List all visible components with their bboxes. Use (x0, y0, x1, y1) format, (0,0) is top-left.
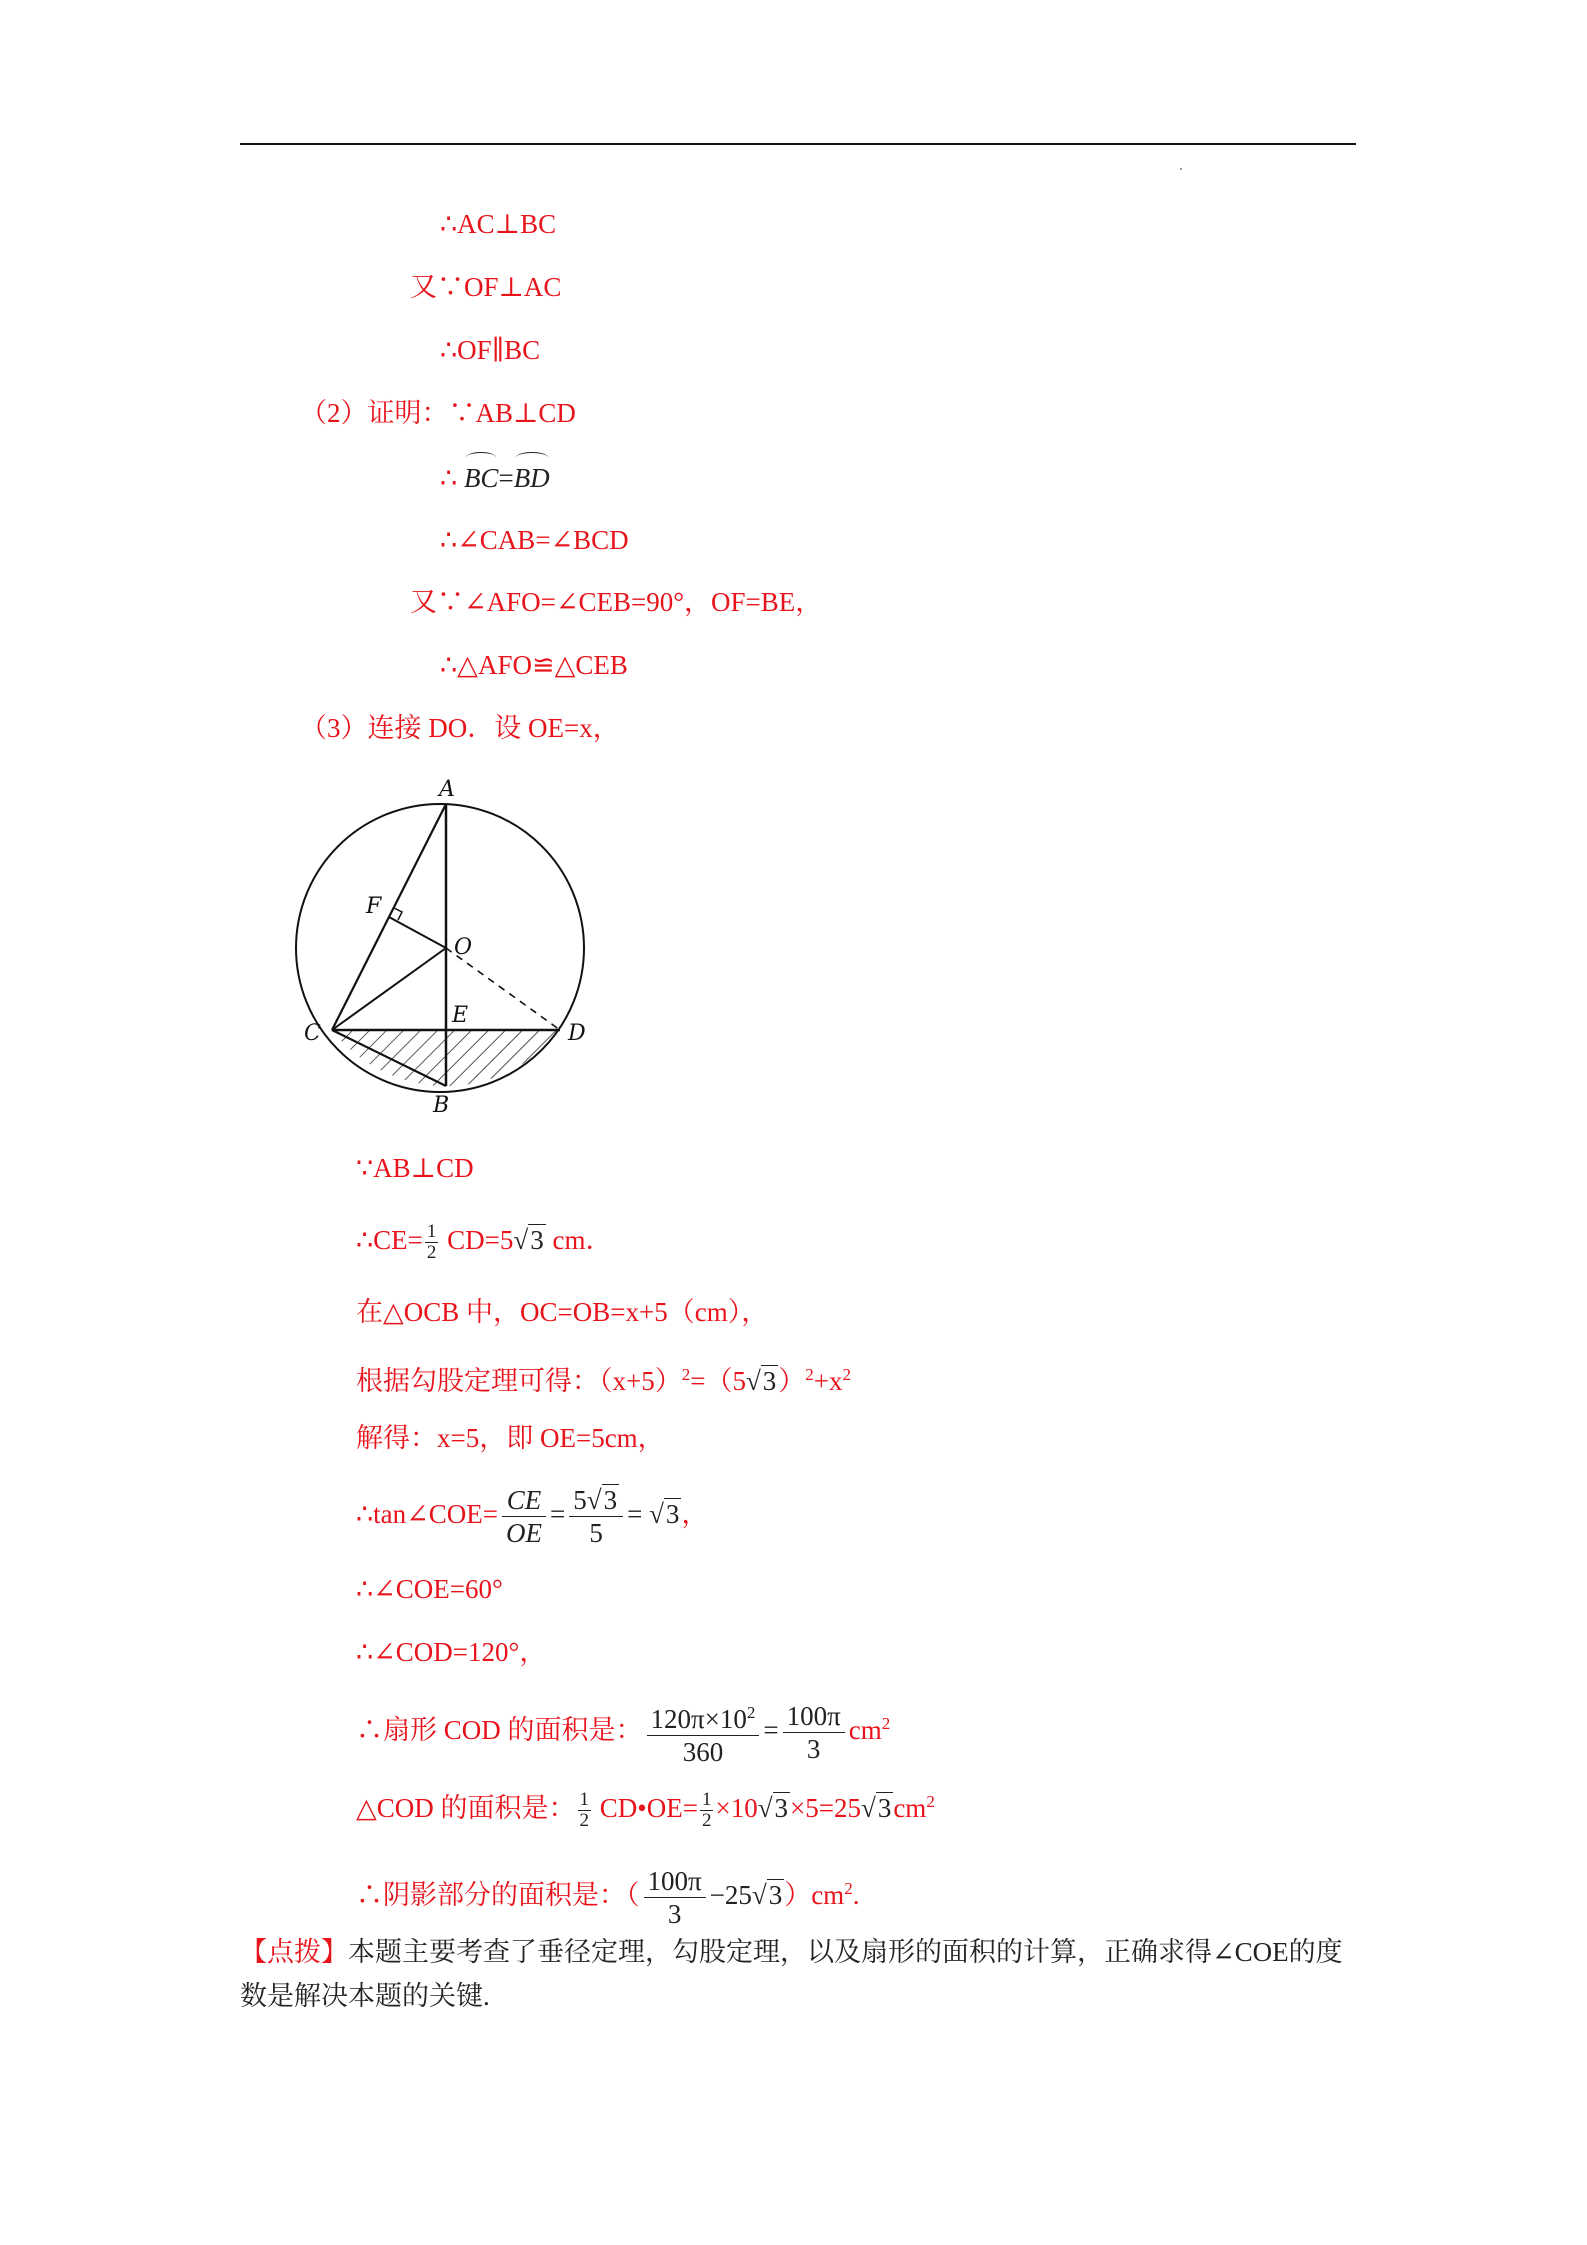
step-3: 在△OCB 中，OC=OB=x+5（cm）， (356, 1297, 769, 1327)
right-angle-mark (394, 908, 402, 920)
fraction-half: $\frac{1}{2}$ (579, 1789, 590, 1832)
fraction-half: $\frac{1}{2}$ (701, 1789, 712, 1832)
step-6: ∴tan∠COE= $\frac{CE}{OE}$ = $\frac{5√3}{5}$ = √3， (356, 1478, 708, 1550)
stray-mark (1180, 168, 1182, 170)
proof2-head: （2）证明：∵AB⊥CD (300, 398, 576, 428)
step-8: ∴∠COD=120°， (356, 1637, 547, 1667)
label-b: B (433, 1093, 450, 1118)
proof2-line4: 又∵∠AFO=∠CEB=90°，OF=BE， (410, 587, 823, 617)
sqrt-3: √3 (861, 1793, 892, 1823)
arc-bc: BC (464, 458, 499, 498)
proof2-line3: ∴∠CAB=∠BCD (440, 525, 629, 555)
header-rule (240, 143, 1356, 145)
label-a: A (439, 777, 455, 802)
sqrt-3: √3 (751, 1880, 783, 1910)
fraction-ce-oe: $\frac{CE}{OE}$ (502, 1484, 546, 1549)
fraction-100pi-over-3: $\frac{100\pi}{3}$ (644, 1865, 706, 1930)
step-7: ∴∠COE=60° (356, 1574, 503, 1604)
step-9: ∴扇形 COD 的面积是： $\frac{120\pi\times 10^2}{360}$ = $\frac{100\pi}{3}$ $cm^2$ (356, 1688, 890, 1768)
tip-note (240, 1930, 1360, 2018)
proof1-line2: 又∵OF⊥AC (410, 272, 562, 302)
sqrt-3: √3 (649, 1499, 680, 1529)
fraction-sector-area: $\frac{120\pi\times 10^2}{360}$ (647, 1697, 760, 1768)
therefore-symbol: ∴ (440, 463, 464, 493)
proof1-line1: ∴AC⊥BC (440, 209, 557, 239)
segment-of (389, 917, 446, 948)
proof2-arc-line (440, 458, 550, 498)
fraction-5root3-over-5: $\frac{5√3}{5}$ (569, 1484, 623, 1549)
tip-tag: 【点拨】 (240, 1937, 348, 1967)
step-11: ∴阴影部分的面积是：（ $\frac{100\pi}{3}$ $-25√3)cm^2$. (356, 1853, 859, 1931)
fraction-half: $\frac{1}{2}$ (426, 1221, 437, 1264)
equals-sign: = (498, 463, 514, 493)
step-1: ∵AB⊥CD (356, 1153, 474, 1183)
circle-diagram (290, 770, 620, 1120)
step-10: △COD 的面积是： $\frac{1}{2}$ CD•OE= $\frac{1}{2}$ $\times 10√3\times 5=25√3cm^2$ (356, 1789, 935, 1832)
arc-bd: BD (514, 458, 550, 498)
tip-text: 本题主要考查了垂径定理，勾股定理，以及扇形的面积的计算，正确求得∠COE的度数是解决本题的关键. (240, 1937, 1343, 2011)
label-o: O (454, 935, 473, 960)
step-4: 根据勾股定理可得：$(x+5)^2=(5√3)^2+x^2$ (356, 1355, 851, 1401)
part3-head: （3）连接 DO．设 OE=x， (300, 713, 620, 743)
proof1-line3: ∴OF∥BC (440, 335, 541, 365)
label-d: D (568, 1021, 586, 1046)
label-e: E (452, 1003, 469, 1028)
sqrt-3: √3 (745, 1366, 777, 1396)
radius-oc (332, 948, 446, 1030)
label-f: F (366, 894, 382, 919)
fraction-100pi-over-3: $\frac{100\pi}{3}$ (783, 1700, 845, 1765)
step-5: 解得：x=5，即 OE=5cm， (356, 1423, 665, 1453)
sqrt-3: √3 (513, 1225, 544, 1255)
proof2-line5: ∴△AFO≌△CEB (440, 650, 628, 680)
step-2: ∴CE= $\frac{1}{2}$ CD=5√3 cm． (356, 1221, 613, 1264)
label-c: C (304, 1021, 321, 1046)
sqrt-3: √3 (757, 1793, 789, 1823)
